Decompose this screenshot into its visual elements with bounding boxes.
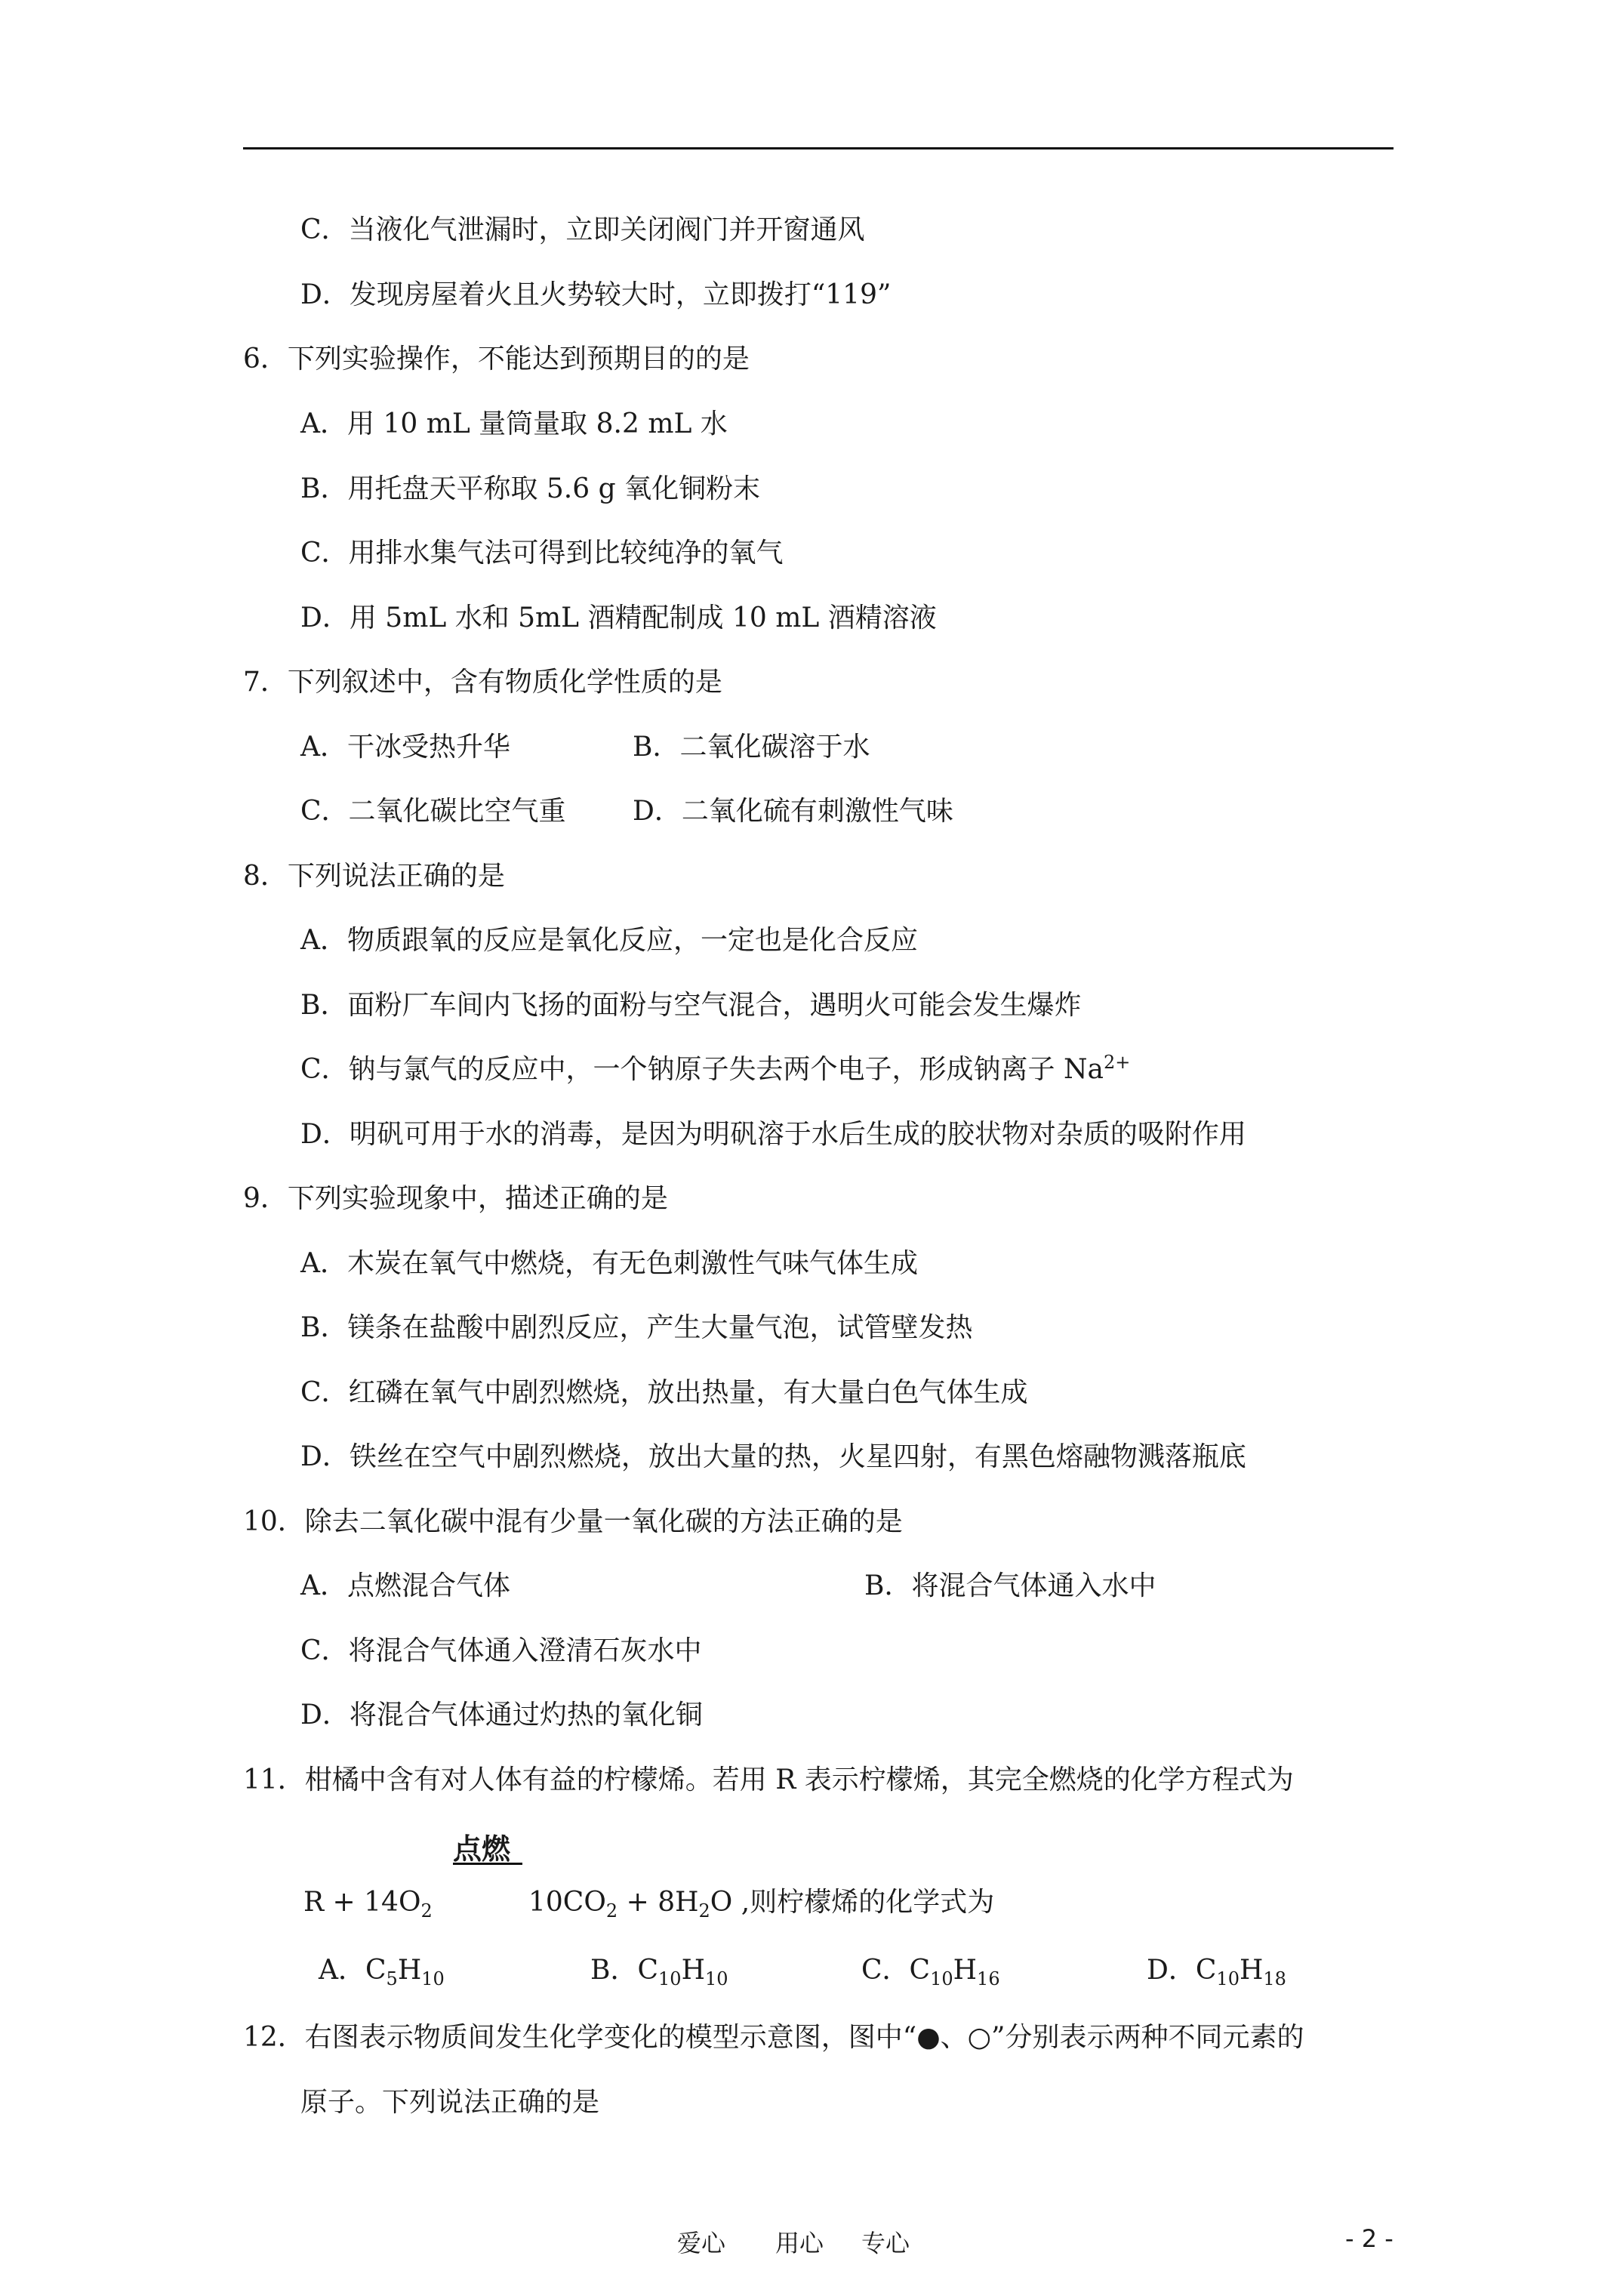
q6-option-d: D．用 5mL 水和 5mL 酒精配制成 10 mL 酒精溶液	[300, 603, 937, 633]
header-rule	[243, 147, 1394, 149]
reaction-arrow-bar	[453, 1863, 522, 1865]
q7-option-c: C．二氧化碳比空气重	[300, 796, 566, 827]
q8c-text: C．钠与氯气的反应中，一个钠原子失去两个电子，形成钠离子 Na	[300, 1054, 1104, 1085]
q10-option-b: B．将混合气体通入水中	[864, 1570, 1156, 1601]
reaction-condition: 点燃	[453, 1832, 511, 1866]
question-7: 7．下列叙述中，含有物质化学性质的是	[243, 667, 722, 698]
q5-option-c: C．当液化气泄漏时，立即关闭阀门并开窗通风	[300, 214, 865, 245]
q7-option-d: D．二氧化硫有刺激性气味	[633, 796, 953, 827]
q5-option-d: D．发现房屋着火且火势较大时，立即拨打“119”	[300, 279, 892, 310]
q10-option-d: D．将混合气体通过灼热的氧化铜	[300, 1700, 703, 1730]
q7-option-b: B．二氧化碳溶于水	[633, 732, 870, 763]
question-6: 6．下列实验操作，不能达到预期目的的是	[243, 344, 750, 374]
equation-tail: ,则柠檬烯的化学式为	[741, 1887, 995, 1918]
question-9: 9．下列实验现象中，描述正确的是	[243, 1183, 668, 1214]
q8-option-c	[300, 1053, 1130, 1086]
q11-option-d: D．$C_{10}H_{18}$	[1147, 1955, 1286, 1990]
question-11: 11．柑橘中含有对人体有益的柠檬烯。若用 R 表示柠檬烯，其完全燃烧的化学方程式为	[243, 1764, 1294, 1795]
question-8: 8．下列说法正确的是	[243, 861, 505, 892]
q8-option-a: A．物质跟氧的反应是氧化反应，一定也是化合反应	[300, 925, 918, 956]
q9-option-c: C．红磷在氧气中剧烈燃烧，放出热量，有大量白色气体生成	[300, 1377, 1028, 1408]
footer-motto-2: 用心	[775, 2229, 824, 2257]
q11-option-c: C．$C_{10}H_{16}$	[861, 1955, 1000, 1990]
q8-option-b: B．面粉厂车间内飞扬的面粉与空气混合，遇明火可能会发生爆炸	[300, 990, 1082, 1021]
q9-option-b: B．镁条在盐酸中剧烈反应，产生大量气泡，试管壁发热	[300, 1312, 973, 1343]
footer-motto-1: 爱心	[677, 2229, 726, 2257]
q10-option-a: A．点燃混合气体	[300, 1570, 510, 1601]
equation-left: $R + 14O_2$	[303, 1887, 433, 1922]
q9-option-d: D．铁丝在空气中剧烈燃烧，放出大量的热，火星四射，有黑色熔融物溅落瓶底	[300, 1441, 1246, 1472]
footer-motto-3: 专心	[861, 2229, 910, 2257]
question-12: 12．右图表示物质间发生化学变化的模型示意图，图中“●、○”分别表示两种不同元素的	[243, 2022, 1304, 2053]
q9-option-a: A．木炭在氧气中燃烧，有无色刺激性气味气体生成	[300, 1248, 918, 1279]
q7-option-a: A．干冰受热升华	[300, 732, 510, 763]
q6-option-b: B．用托盘天平称取 5.6 g 氧化铜粉末	[300, 473, 761, 504]
q10-option-c: C．将混合气体通入澄清石灰水中	[300, 1635, 702, 1666]
q8c-charge: 2+	[1103, 1052, 1131, 1073]
q11-option-a: A．$C_5H_{10}$	[319, 1955, 445, 1990]
q11-option-b: B．$C_{10}H_{10}$	[590, 1955, 728, 1990]
page-number: - 2 -	[1345, 2224, 1394, 2253]
q6-option-a: A．用 10 mL 量筒量取 8.2 mL 水	[300, 408, 728, 439]
equation-right: $10CO_2 + 8H_2O$ ,则柠檬烯的化学式为	[528, 1887, 995, 1922]
question-10: 10．除去二氧化碳中混有少量一氧化碳的方法正确的是	[243, 1506, 903, 1537]
q8-option-d: D．明矾可用于水的消毒，是因为明矾溶于水后生成的胶状物对杂质的吸附作用	[300, 1119, 1246, 1150]
q6-option-c: C．用排水集气法可得到比较纯净的氧气	[300, 538, 784, 569]
question-12-cont: 原子。下列说法正确的是	[300, 2087, 600, 2118]
